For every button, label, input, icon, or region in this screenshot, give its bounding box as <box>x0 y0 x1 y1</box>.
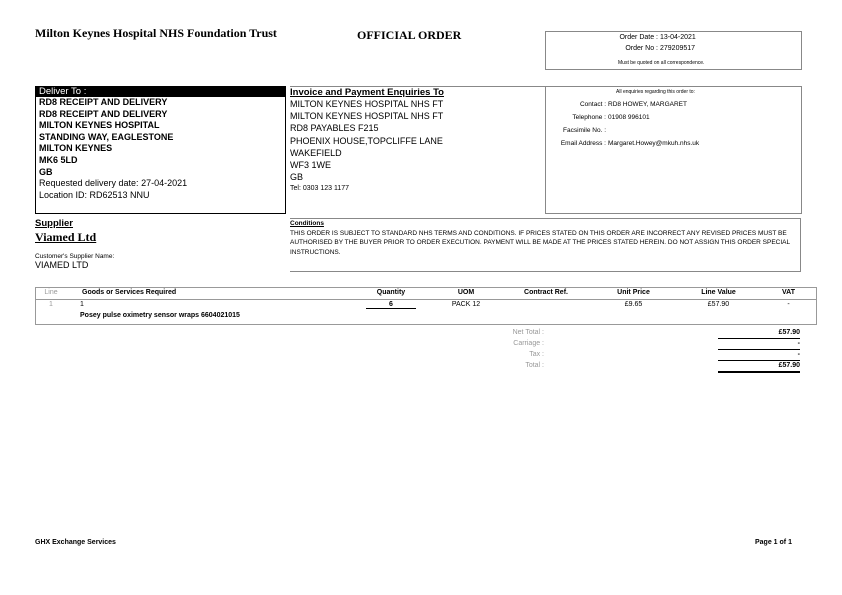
contact-box <box>545 86 802 214</box>
invoice-line: GB <box>290 172 304 183</box>
order-lines-table <box>35 287 817 325</box>
order-date-label: Order Date : <box>619 34 658 41</box>
invoice-line: MILTON KEYNES HOSPITAL NHS FT <box>290 111 444 122</box>
row-description: Posey pulse oximetry sensor wraps 6604021015 <box>80 312 240 319</box>
net-total: £57.90 <box>718 329 800 339</box>
col-vat: VAT <box>782 289 795 296</box>
col-line: Line <box>44 289 58 296</box>
deliver-line: MK6 5LD <box>39 154 78 165</box>
invoice-heading: Invoice and Payment Enquiries To <box>290 87 444 98</box>
contact-label: Contact : <box>579 101 606 108</box>
location-id: Location ID: RD62513 NNU <box>39 189 150 200</box>
invoice-line: WAKEFIELD <box>290 147 342 158</box>
document-title: OFFICIAL ORDER <box>357 28 462 42</box>
row-quantity: 6 <box>366 301 416 309</box>
invoice-line: RD8 PAYABLES F215 <box>290 123 379 134</box>
total-label: Total : <box>525 362 544 369</box>
net-total-label: Net Total : <box>512 329 544 336</box>
order-no: 279209517 <box>660 45 696 52</box>
email-label: Email Address : <box>560 140 606 147</box>
carriage-label: Carriage : <box>513 340 544 347</box>
invoice-enquiries <box>290 86 545 213</box>
order-info-box <box>545 31 802 70</box>
row-unit-price: £9.65 <box>624 301 643 308</box>
col-contract: Contract Ref. <box>524 289 568 296</box>
conditions-box <box>290 218 801 272</box>
deliver-line: GB <box>39 166 53 177</box>
row-vat: - <box>787 301 790 308</box>
total: £57.90 <box>718 362 800 373</box>
email-address: Margaret.Howey@mkuh.nhs.uk <box>608 140 700 147</box>
supplier-heading: Supplier <box>35 218 74 229</box>
deliver-line: STANDING WAY, EAGLESTONE <box>39 131 174 142</box>
tax-label: Tax : <box>529 351 544 358</box>
invoice-tel: Tel: 0303 123 1177 <box>290 185 350 193</box>
deliver-to-heading: Deliver To : <box>36 87 285 97</box>
row-line-value: £57.90 <box>707 301 730 308</box>
col-line-value: Line Value <box>701 289 736 296</box>
telephone: 01908 996101 <box>608 114 650 121</box>
footer-provider: GHX Exchange Services <box>35 539 116 546</box>
requested-delivery-date: Requested delivery date: 27-04-2021 <box>39 178 188 189</box>
supplier-name: Viamed Ltd <box>35 230 97 244</box>
customer-supplier-label: Customer's Supplier Name: <box>35 253 115 260</box>
deliver-line: MILTON KEYNES <box>39 143 113 154</box>
contact-name: RD8 HOWEY, MARGARET <box>608 101 687 108</box>
row-item: 1 <box>80 301 84 308</box>
telephone-label: Telephone : <box>572 114 606 121</box>
conditions-heading: Conditions <box>290 220 324 227</box>
page-number: Page 1 of 1 <box>755 539 792 546</box>
carriage: - <box>718 340 800 350</box>
order-date: 13-04-2021 <box>660 34 696 41</box>
col-unit-price: Unit Price <box>617 289 650 296</box>
row-uom: PACK 12 <box>451 301 481 308</box>
deliver-line: RD8 RECEIPT AND DELIVERY <box>39 108 168 119</box>
tax: - <box>718 351 800 361</box>
order-note: Must be quoted on all correspondence. <box>618 60 705 66</box>
row-line: 1 <box>49 301 53 308</box>
fax-label: Facsimile No. : <box>563 127 606 134</box>
col-quantity: Quantity <box>376 289 406 296</box>
deliver-to-box <box>35 86 286 214</box>
organisation-name: Milton Keynes Hospital NHS Foundation Trust <box>35 26 277 40</box>
table-row <box>36 300 816 324</box>
supplier-section <box>35 218 285 270</box>
contact-heading: All enquiries regarding this order to: <box>616 89 695 95</box>
order-no-label: Order No : <box>625 45 658 52</box>
col-uom: UOM <box>457 289 475 296</box>
deliver-line: RD8 RECEIPT AND DELIVERY <box>39 97 168 107</box>
conditions-text: THIS ORDER IS SUBJECT TO STANDARD NHS TERMS AND CONDITIONS. IF PRICES STATED ON THIS ORDER ARE INCORRECT ANY REVISED PRICES MUST BE AUTHORISED BY THE BUYER PRIOR TO ORDER EXECUTION. PAYMENT WILL BE MADE AT THE PRICES STATED HEREIN. DO NOT ASSIGN THIS ORDER SPECIAL INSTRUCTIONS. <box>290 229 790 256</box>
invoice-line: PHOENIX HOUSE,TOPCLIFFE LANE <box>290 135 443 146</box>
table-header <box>36 288 816 300</box>
invoice-line: MILTON KEYNES HOSPITAL NHS FT <box>290 99 444 109</box>
deliver-line: MILTON KEYNES HOSPITAL <box>39 120 160 131</box>
col-goods: Goods or Services Required <box>82 289 177 296</box>
invoice-line: WF3 1WE <box>290 160 332 171</box>
customer-supplier-name: VIAMED LTD <box>35 260 89 270</box>
